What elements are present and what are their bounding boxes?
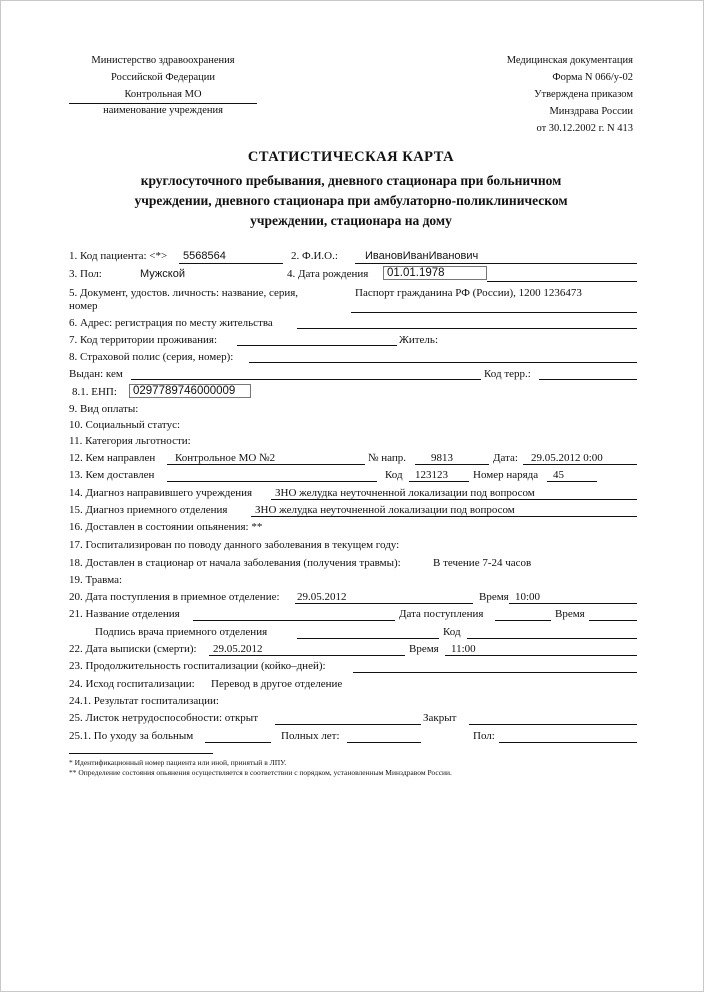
- order-num-line: [547, 481, 597, 482]
- admission-date-label: 20. Дата поступления в приемное отделение:: [69, 591, 280, 603]
- form-number: Форма N 066/у-02: [552, 72, 633, 83]
- care-sex-line: [499, 742, 637, 743]
- payment-label: 9. Вид оплаты:: [69, 403, 139, 415]
- referral-num-line: [415, 464, 489, 465]
- intoxication-label: 16. Доставлен в состоянии опьянения: **: [69, 521, 263, 533]
- social-status-label: 10. Социальный статус:: [69, 419, 181, 431]
- fio-label: 2. Ф.И.О.:: [291, 250, 338, 262]
- med-doc-label: Медицинская документация: [506, 55, 633, 66]
- sick-leave-closed-label: Закрыт: [423, 712, 457, 724]
- referral-date-label: Дата:: [493, 452, 518, 464]
- sex-label: 3. Пол:: [69, 268, 102, 280]
- ministry-line-2: Российской Федерации: [111, 72, 215, 83]
- admission-time-value: 10:00: [515, 591, 541, 603]
- delivered-by-line: [167, 481, 377, 482]
- patient-code-line: [179, 263, 283, 264]
- trauma-label: 19. Травма:: [69, 574, 123, 586]
- address-label: 6. Адрес: регистрация по месту жительства: [69, 317, 273, 329]
- fio-value: ИвановИванИванович: [365, 250, 479, 262]
- referral-diagnosis-line: [271, 499, 637, 500]
- admission-diagnosis-label: 15. Диагноз приемного отделения: [69, 504, 228, 516]
- footnote-separator: [69, 753, 213, 754]
- discharge-date-line: [209, 655, 405, 656]
- territory-label: 7. Код территории проживания:: [69, 334, 218, 346]
- document-label-2: номер: [69, 300, 98, 312]
- discharge-date-label: 22. Дата выписки (смерти):: [69, 643, 197, 655]
- policy-line: [249, 362, 637, 363]
- enp-value: 0297789746000009: [129, 384, 251, 398]
- referred-by-value: Контрольное МО №2: [175, 452, 276, 464]
- referred-by-label: 12. Кем направлен: [69, 452, 156, 464]
- patient-code-label: 1. Код пациента: <*>: [69, 250, 168, 262]
- admission-time-line: [509, 603, 637, 604]
- result-label: 24.1. Результат госпитализации:: [69, 695, 219, 707]
- terr-code-line: [539, 379, 637, 380]
- sick-leave-label: 25. Листок нетрудоспособности: открыт: [69, 712, 258, 724]
- delivered-code-label: Код: [385, 469, 403, 481]
- footnote-1: * Идентификационный номер пациента или иной, принятый в ЛПУ.: [69, 758, 287, 767]
- footnote-2: ** Определение состояния опьянения осуществляется в соответствии с порядком, установленным Минздравом России.: [69, 768, 452, 777]
- care-line: [205, 742, 271, 743]
- care-sex-label: Пол:: [473, 730, 495, 742]
- benefit-label: 11. Категория льготности:: [69, 435, 191, 447]
- territory-line: [237, 345, 397, 346]
- header-left: [61, 52, 265, 119]
- document-line: [351, 312, 637, 313]
- approved-label: Утверждена приказом: [534, 89, 633, 100]
- delivered-code-value: 123123: [415, 469, 448, 481]
- dept-time-label: Время: [555, 608, 585, 620]
- referral-num-label: № напр.: [368, 452, 407, 464]
- organization-caption: наименование учреждения: [103, 105, 223, 116]
- outcome-label: 24. Исход госпитализации:: [69, 678, 195, 690]
- issued-line: [131, 379, 481, 380]
- admission-date-value: 29.05.2012: [297, 591, 347, 603]
- form-title: СТАТИСТИЧЕСКАЯ КАРТА: [247, 149, 455, 165]
- fio-line: [355, 263, 637, 264]
- discharge-time-line: [445, 655, 637, 656]
- organization-name: Контрольная МО: [124, 89, 202, 100]
- dept-time-line: [589, 620, 637, 621]
- delivered-by-label: 13. Кем доставлен: [69, 469, 155, 481]
- form-subtitle-2: учреждении, дневного стационара при амбулаторно-поликлиническом: [134, 193, 568, 208]
- order-num-value: 45: [553, 469, 564, 481]
- birth-date-label: 4. Дата рождения: [287, 268, 369, 280]
- dept-date-line: [495, 620, 551, 621]
- referral-date-line: [523, 464, 637, 465]
- ministry-line-1: Министерство здравоохранения: [91, 55, 235, 66]
- signature-code-line: [467, 638, 637, 639]
- sick-leave-open-line: [275, 724, 421, 725]
- department-label: 21. Название отделения: [69, 608, 180, 620]
- care-age-line: [347, 742, 421, 743]
- sex-value: Мужской: [140, 268, 185, 280]
- form-subtitle-3: учреждении, стационара на дому: [250, 213, 452, 228]
- referral-diagnosis-value: ЗНО желудка неуточненной локализации под вопросом: [275, 487, 535, 499]
- terr-code-label: Код терр.:: [484, 368, 531, 380]
- onset-label: 18. Доставлен в стационар от начала заболевания (получения травмы):: [69, 557, 401, 569]
- delivered-code-line: [409, 481, 469, 482]
- address-line: [297, 328, 637, 329]
- order-date: от 30.12.2002 г. N 413: [536, 123, 633, 134]
- order-num-label: Номер наряда: [473, 469, 539, 481]
- admission-diagnosis-line: [251, 516, 637, 517]
- signature-code-label: Код: [443, 626, 461, 638]
- outcome-value: Перевод в другое отделение: [211, 678, 343, 690]
- discharge-date-value: 29.05.2012: [213, 643, 263, 655]
- issued-label: Выдан: кем: [69, 368, 123, 380]
- document-value: Паспорт гражданина РФ (России), 1200 1236473: [355, 287, 582, 299]
- admission-date-line: [295, 603, 473, 604]
- referred-by-line: [167, 464, 365, 465]
- admission-diagnosis-value: ЗНО желудка неуточненной локализации под вопросом: [255, 504, 515, 516]
- duration-label: 23. Продолжительность госпитализации (койко–дней):: [69, 660, 326, 672]
- dept-date-label: Дата поступления: [399, 608, 484, 620]
- onset-value: В течение 7-24 часов: [433, 557, 532, 569]
- sick-leave-closed-line: [469, 724, 637, 725]
- signature-line: [297, 638, 439, 639]
- referral-date-value: 29.05.2012 0:00: [531, 452, 603, 464]
- ministry-label: Минздрава России: [549, 106, 633, 117]
- discharge-time-value: 11:00: [451, 643, 476, 655]
- enp-label: 8.1. ЕНП:: [72, 386, 117, 398]
- care-label: 25.1. По уходу за больным: [69, 730, 194, 742]
- admission-time-label: Время: [479, 591, 509, 603]
- referral-num-value: 9813: [431, 452, 453, 464]
- signature-label: Подпись врача приемного отделения: [95, 626, 268, 638]
- referral-diagnosis-label: 14. Диагноз направившего учреждения: [69, 487, 253, 499]
- department-line: [193, 620, 395, 621]
- duration-line: [353, 672, 637, 673]
- form-subtitle-1: круглосуточного пребывания, дневного стационара при больничном: [140, 173, 562, 188]
- policy-label: 8. Страховой полис (серия, номер):: [69, 351, 234, 363]
- care-age-label: Полных лет:: [281, 730, 340, 742]
- discharge-time-label: Время: [409, 643, 439, 655]
- patient-code-value: 5568564: [183, 250, 226, 262]
- document-label-1: 5. Документ, удостов. личность: название, серия,: [69, 287, 299, 299]
- hospitalized-year-label: 17. Госпитализирован по поводу данного заболевания в текущем году:: [69, 539, 400, 551]
- resident-label: Житель:: [399, 334, 438, 346]
- birth-date-value: 01.01.1978: [383, 266, 487, 280]
- birth-date-line: [487, 281, 637, 282]
- header-right: [431, 52, 633, 137]
